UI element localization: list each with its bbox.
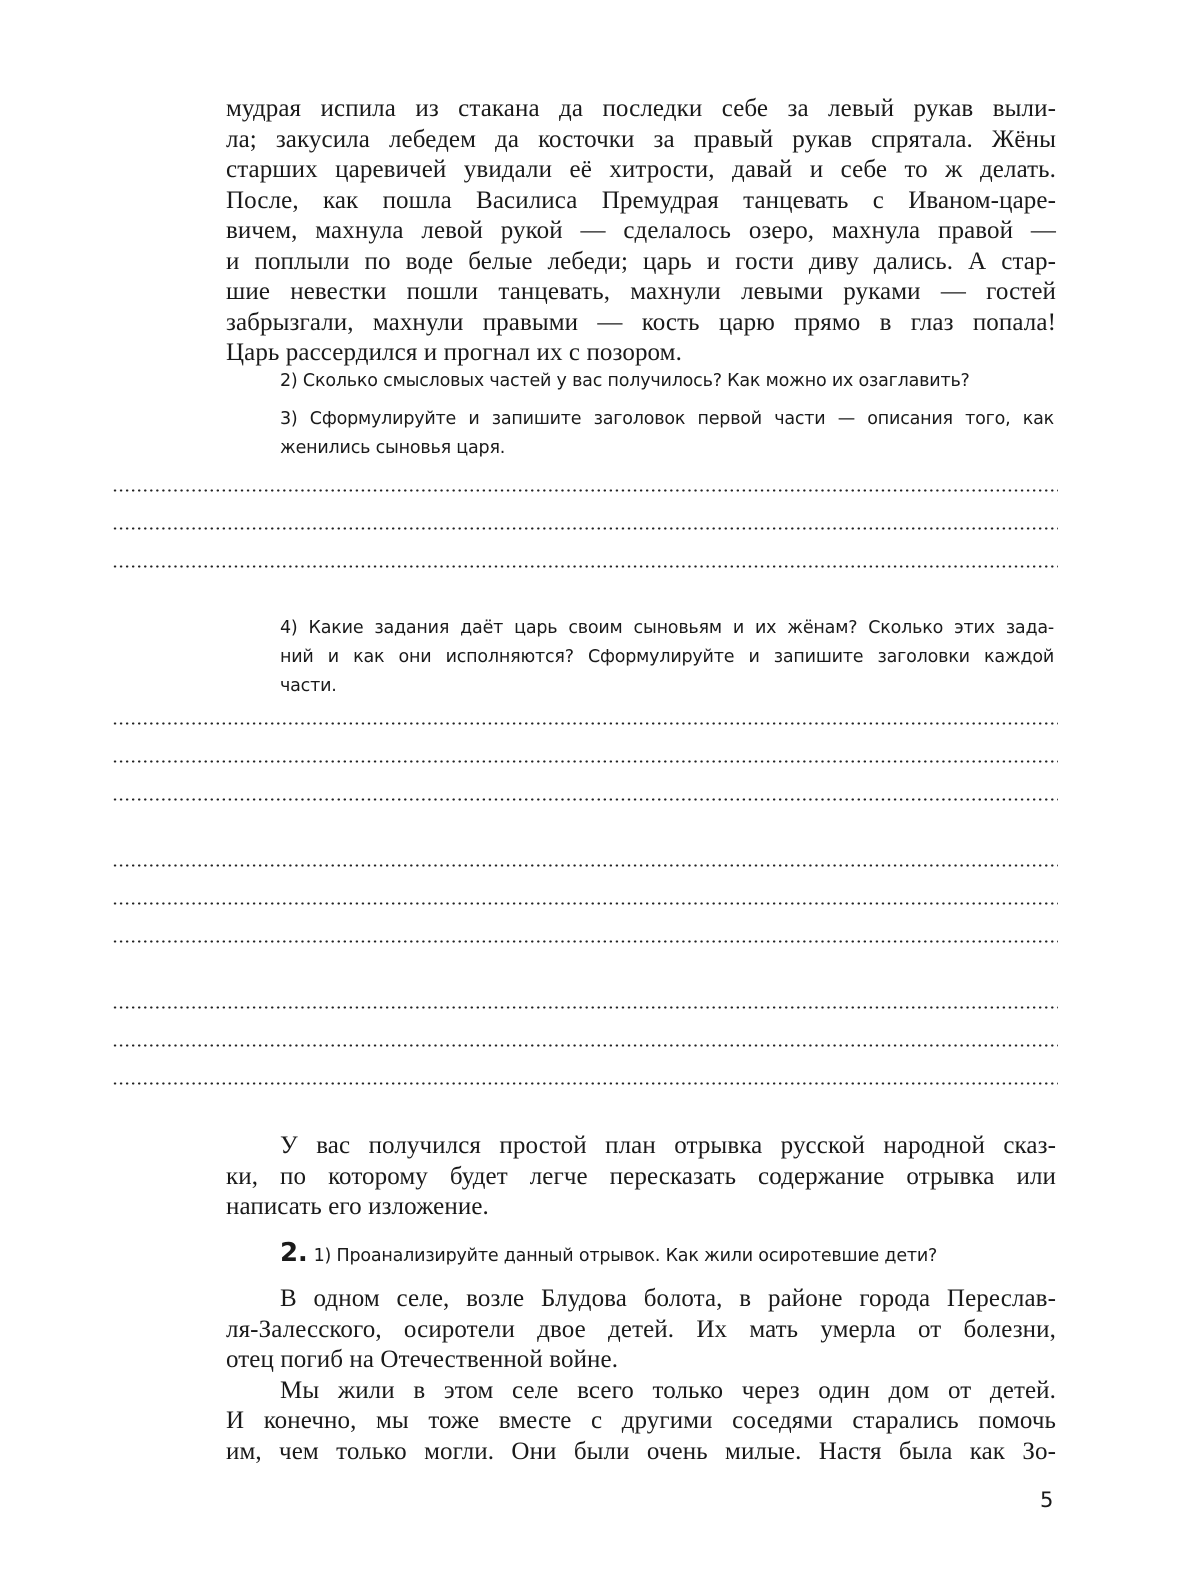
passage-line: Мы жили в этом селе всего только через один дом от детей. bbox=[280, 1376, 1056, 1404]
answer-line[interactable] bbox=[112, 760, 1058, 763]
question-4 bbox=[280, 614, 1054, 701]
answer-line[interactable] bbox=[112, 722, 1058, 725]
answer-line[interactable] bbox=[112, 1006, 1058, 1009]
passage-line: мудрая испила из стакана да последки себе за левый рукав выли- bbox=[226, 95, 1056, 122]
intro-passage bbox=[226, 94, 1056, 369]
page-number: 5 bbox=[1040, 1488, 1054, 1512]
question-line: ний и как они исполняются? Сформулируйте и запишите заголовки каждой bbox=[280, 647, 1054, 667]
passage-line: им, чем только могли. Они были очень милые. Настя была как Зо- bbox=[226, 1437, 1056, 1465]
conclusion-paragraph bbox=[226, 1131, 1056, 1223]
passage-line: забрызгали, махнули правыми — кость царю прямо в глаз попала! bbox=[226, 308, 1056, 336]
passage-line: ла; закусила лебедем да косточки за правый рукав спрятала. Жёны bbox=[226, 125, 1056, 153]
passage-line: отец погиб на Отечественной войне. bbox=[226, 1346, 619, 1373]
task-prompt: 1) Проанализируйте данный отрывок. Как жили осиротевшие дети? bbox=[313, 1246, 938, 1266]
question-2 bbox=[280, 367, 1054, 396]
question-line: части. bbox=[280, 676, 337, 696]
question-3 bbox=[280, 405, 1054, 463]
answer-line[interactable] bbox=[112, 864, 1058, 867]
passage-line: Царь рассердился и прогнал их с позором. bbox=[226, 339, 682, 366]
answer-line[interactable] bbox=[112, 1082, 1058, 1085]
passage-line: В одном селе, возле Блудова болота, в районе города Переслав- bbox=[280, 1285, 1056, 1312]
passage-line: вичем, махнула левой рукой — сделалось озеро, махнула правой — bbox=[226, 217, 1056, 244]
task-2-passage bbox=[226, 1284, 1056, 1467]
conclusion-line: ки, по которому будет легче пересказать содержание отрывка или bbox=[226, 1162, 1056, 1190]
question-line: 3) Сформулируйте и запишите заголовок первой части — описания того, как bbox=[280, 409, 1054, 429]
answer-line[interactable] bbox=[112, 565, 1058, 568]
answer-line[interactable] bbox=[112, 940, 1058, 943]
passage-line: и поплыли по воде белые лебеди; царь и гости диву дались. А стар- bbox=[226, 247, 1056, 275]
passage-line: старших царевичей увидали её хитрости, давай и себе то ж делать. bbox=[226, 156, 1056, 183]
task-2-heading bbox=[280, 1239, 1060, 1271]
task-number: 2. bbox=[280, 1238, 308, 1268]
conclusion-line: У вас получился простой план отрывка русской народной сказ- bbox=[280, 1132, 1056, 1159]
question-line: 2) Сколько смысловых частей у вас получилось? Как можно их озаглавить? bbox=[280, 371, 970, 391]
answer-line[interactable] bbox=[112, 902, 1058, 905]
answer-line[interactable] bbox=[112, 489, 1058, 492]
passage-line: После, как пошла Василиса Премудрая танцевать с Иваном-царе- bbox=[226, 186, 1056, 214]
answer-line[interactable] bbox=[112, 527, 1058, 530]
question-line: 4) Какие задания даёт царь своим сыновьям и их жёнам? Сколько этих зада- bbox=[280, 618, 1054, 638]
passage-line: И конечно, мы тоже вместе с другими соседями старались помочь bbox=[226, 1407, 1056, 1434]
passage-line: шие невестки пошли танцевать, махнули левыми руками — гостей bbox=[226, 278, 1056, 305]
passage-line: ля-Залесского, осиротели двое детей. Их мать умерла от болезни, bbox=[226, 1315, 1056, 1343]
question-line: женились сыновья царя. bbox=[280, 438, 506, 458]
conclusion-line: написать его изложение. bbox=[226, 1193, 489, 1220]
answer-line[interactable] bbox=[112, 798, 1058, 801]
answer-line[interactable] bbox=[112, 1044, 1058, 1047]
